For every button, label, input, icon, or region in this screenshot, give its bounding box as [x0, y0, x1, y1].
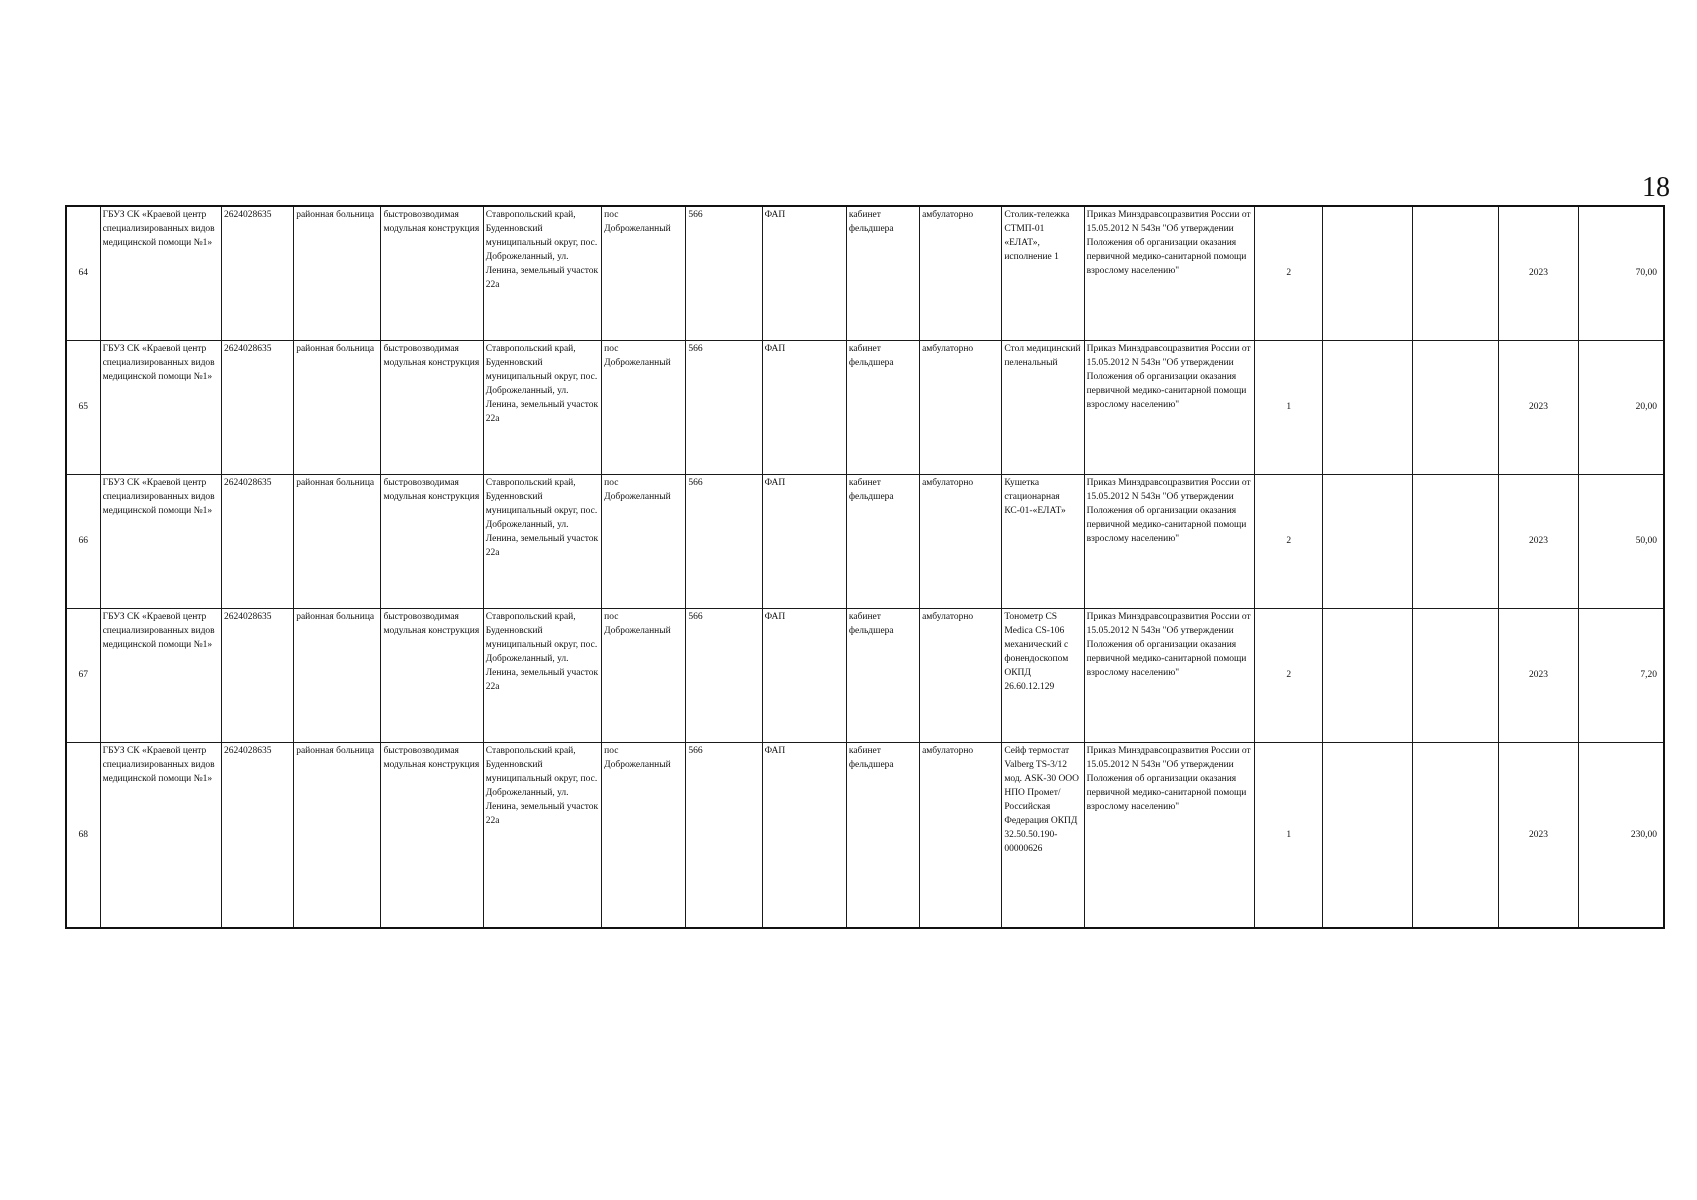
year-cell: 2023	[1498, 206, 1578, 340]
equipment-cell: Стол медицинский пеленальный	[1002, 340, 1084, 474]
care-form-cell: амбулаторно	[920, 474, 1002, 608]
legal-basis-cell: Приказ Минздравсоцразвития России от 15.05.2012 N 543н "Об утверждении Положения об организации оказания первичной медико-санитарной помощи взрослому населению"	[1084, 742, 1255, 928]
organization-cell: ГБУЗ СК «Краевой центр специализированных видов медицинской помощи №1»	[100, 474, 221, 608]
row-number: 64	[66, 206, 100, 340]
room-cell: кабинет фельдшера	[846, 608, 919, 742]
quantity-cell: 2	[1255, 474, 1323, 608]
price-cell: 50,00	[1579, 474, 1664, 608]
population-cell: 566	[686, 608, 762, 742]
row-number: 68	[66, 742, 100, 928]
building-type-cell: быстровозводимая модульная конструкция	[381, 340, 483, 474]
table-row	[66, 340, 1664, 474]
care-form-cell: амбулаторно	[920, 608, 1002, 742]
equipment-registry-table	[65, 205, 1665, 929]
unit-cell: ФАП	[762, 206, 846, 340]
care-form-cell: амбулаторно	[920, 340, 1002, 474]
population-cell: 566	[686, 206, 762, 340]
settlement-cell: пос Доброжеланный	[602, 340, 686, 474]
building-type-cell: быстровозводимая модульная конструкция	[381, 742, 483, 928]
page-number: 18	[1642, 172, 1670, 203]
equipment-cell: Тонометр CS Medica CS-106 механический с фонендоскопом ОКПД 26.60.12.129	[1002, 608, 1084, 742]
equipment-cell: Столик-тележка СТМП-01 «ЕЛАТ», исполнение 1	[1002, 206, 1084, 340]
inn-cell: 2624028635	[221, 742, 293, 928]
empty-cell	[1412, 608, 1498, 742]
room-cell: кабинет фельдшера	[846, 206, 919, 340]
facility-type-cell: районная больница	[294, 206, 381, 340]
organization-cell: ГБУЗ СК «Краевой центр специализированных видов медицинской помощи №1»	[100, 340, 221, 474]
population-cell: 566	[686, 742, 762, 928]
care-form-cell: амбулаторно	[920, 742, 1002, 928]
empty-cell	[1412, 474, 1498, 608]
facility-type-cell: районная больница	[294, 608, 381, 742]
room-cell: кабинет фельдшера	[846, 742, 919, 928]
empty-cell	[1323, 742, 1412, 928]
year-cell: 2023	[1498, 340, 1578, 474]
population-cell: 566	[686, 340, 762, 474]
quantity-cell: 2	[1255, 206, 1323, 340]
settlement-cell: пос Доброжеланный	[602, 742, 686, 928]
building-type-cell: быстровозводимая модульная конструкция	[381, 474, 483, 608]
equipment-cell: Сейф термостат Valberg TS-3/12 мод. ASK-30 ООО НПО Промет/Российская Федерация ОКПД 32.50.50.190-00000626	[1002, 742, 1084, 928]
organization-cell: ГБУЗ СК «Краевой центр специализированных видов медицинской помощи №1»	[100, 608, 221, 742]
legal-basis-cell: Приказ Минздравсоцразвития России от 15.05.2012 N 543н "Об утверждении Положения об организации оказания первичной медико-санитарной помощи взрослому населению"	[1084, 474, 1255, 608]
quantity-cell: 1	[1255, 742, 1323, 928]
inn-cell: 2624028635	[221, 206, 293, 340]
legal-basis-cell: Приказ Минздравсоцразвития России от 15.05.2012 N 543н "Об утверждении Положения об организации оказания первичной медико-санитарной помощи взрослому населению"	[1084, 340, 1255, 474]
empty-cell	[1412, 206, 1498, 340]
empty-cell	[1323, 206, 1412, 340]
price-cell: 7,20	[1579, 608, 1664, 742]
address-cell: Ставропольский край, Буденновский муниципальный округ, пос. Доброжеланный, ул. Ленина, земельный участок 22а	[483, 608, 601, 742]
unit-cell: ФАП	[762, 340, 846, 474]
table-row	[66, 474, 1664, 608]
organization-cell: ГБУЗ СК «Краевой центр специализированных видов медицинской помощи №1»	[100, 742, 221, 928]
legal-basis-cell: Приказ Минздравсоцразвития России от 15.05.2012 N 543н "Об утверждении Положения об организации оказания первичной медико-санитарной помощи взрослому населению"	[1084, 206, 1255, 340]
inn-cell: 2624028635	[221, 474, 293, 608]
empty-cell	[1323, 474, 1412, 608]
settlement-cell: пос Доброжеланный	[602, 206, 686, 340]
facility-type-cell: районная больница	[294, 742, 381, 928]
year-cell: 2023	[1498, 474, 1578, 608]
address-cell: Ставропольский край, Буденновский муниципальный округ, пос. Доброжеланный, ул. Ленина, земельный участок 22а	[483, 340, 601, 474]
equipment-cell: Кушетка стационарная КС-01-«ЕЛАТ»	[1002, 474, 1084, 608]
row-number: 67	[66, 608, 100, 742]
legal-basis-cell: Приказ Минздравсоцразвития России от 15.05.2012 N 543н "Об утверждении Положения об организации оказания первичной медико-санитарной помощи взрослому населению"	[1084, 608, 1255, 742]
inn-cell: 2624028635	[221, 608, 293, 742]
room-cell: кабинет фельдшера	[846, 340, 919, 474]
year-cell: 2023	[1498, 742, 1578, 928]
table-row	[66, 608, 1664, 742]
unit-cell: ФАП	[762, 742, 846, 928]
population-cell: 566	[686, 474, 762, 608]
table-row	[66, 742, 1664, 928]
room-cell: кабинет фельдшера	[846, 474, 919, 608]
facility-type-cell: районная больница	[294, 474, 381, 608]
building-type-cell: быстровозводимая модульная конструкция	[381, 608, 483, 742]
settlement-cell: пос Доброжеланный	[602, 474, 686, 608]
row-number: 65	[66, 340, 100, 474]
empty-cell	[1412, 742, 1498, 928]
facility-type-cell: районная больница	[294, 340, 381, 474]
price-cell: 70,00	[1579, 206, 1664, 340]
price-cell: 20,00	[1579, 340, 1664, 474]
quantity-cell: 1	[1255, 340, 1323, 474]
care-form-cell: амбулаторно	[920, 206, 1002, 340]
unit-cell: ФАП	[762, 608, 846, 742]
settlement-cell: пос Доброжеланный	[602, 608, 686, 742]
building-type-cell: быстровозводимая модульная конструкция	[381, 206, 483, 340]
address-cell: Ставропольский край, Буденновский муниципальный округ, пос. Доброжеланный, ул. Ленина, земельный участок 22а	[483, 206, 601, 340]
unit-cell: ФАП	[762, 474, 846, 608]
empty-cell	[1412, 340, 1498, 474]
table-row	[66, 206, 1664, 340]
year-cell: 2023	[1498, 608, 1578, 742]
row-number: 66	[66, 474, 100, 608]
empty-cell	[1323, 608, 1412, 742]
price-cell: 230,00	[1579, 742, 1664, 928]
address-cell: Ставропольский край, Буденновский муниципальный округ, пос. Доброжеланный, ул. Ленина, земельный участок 22а	[483, 474, 601, 608]
empty-cell	[1323, 340, 1412, 474]
address-cell: Ставропольский край, Буденновский муниципальный округ, пос. Доброжеланный, ул. Ленина, земельный участок 22а	[483, 742, 601, 928]
organization-cell: ГБУЗ СК «Краевой центр специализированных видов медицинской помощи №1»	[100, 206, 221, 340]
quantity-cell: 2	[1255, 608, 1323, 742]
inn-cell: 2624028635	[221, 340, 293, 474]
